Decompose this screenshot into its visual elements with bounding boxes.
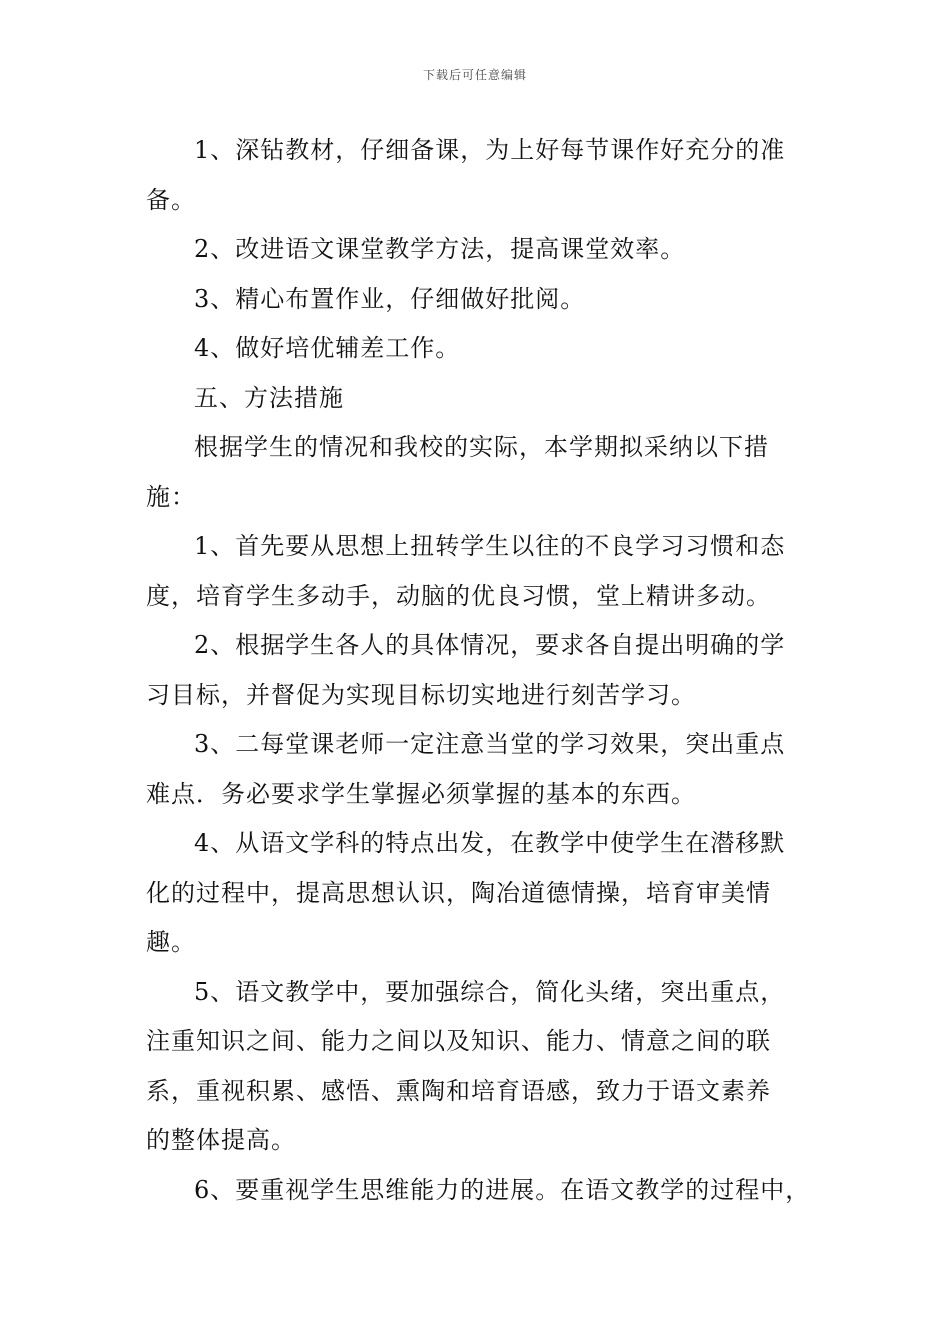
header-note: 下载后可任意编辑 [422, 68, 527, 82]
text-line: 习目标，并督促为实现目标切实地进行刻苦学习。 [146, 680, 696, 709]
text-line: 1、深钻教材，仔细备课，为上好每节课作好充分的准 [194, 136, 786, 164]
text-line: 6、要重视学生思维能力的进展。在语文教学的过程中， [194, 1175, 811, 1204]
text-line: 2、改进语文课堂教学方法，提高课堂效率。 [194, 235, 686, 263]
text-line: 2、根据学生各人的具体情况，要求各自提出明确的学 [194, 631, 786, 659]
text-line: 难点．务必要求学生掌握必须掌握的基本的东西。 [146, 779, 696, 808]
text-line: 度，培育学生多动手，动脑的优良习惯，堂上精讲多动。 [146, 581, 771, 610]
text-line: 五、方法措施 [194, 383, 344, 412]
text-line: 4、从语文学科的特点出发，在教学中使学生在潜移默 [194, 829, 786, 857]
text-line: 趣。 [146, 928, 196, 956]
text-line: 根据学生的情况和我校的实际，本学期拟采纳以下措 [194, 433, 769, 461]
text-line: 注重知识之间、能力之间以及知识、能力、情意之间的联 [146, 1027, 771, 1055]
text-line: 施： [146, 482, 196, 511]
text-line: 的整体提高。 [146, 1126, 296, 1154]
text-line: 1、首先要从思想上扭转学生以往的不良学习习惯和态 [194, 532, 786, 560]
text-line: 5、语文教学中，要加强综合，简化头绪，突出重点， [194, 977, 786, 1006]
document-body [146, 126, 836, 1215]
text-line: 4、做好培优辅差工作。 [194, 334, 461, 362]
text-line: 化的过程中，提高思想认识，陶冶道德情操，培育审美情 [146, 878, 771, 907]
text-line: 备。 [146, 185, 196, 214]
text-line: 3、精心布置作业，仔细做好批阅。 [194, 284, 586, 313]
text-line: 系，重视积累、感悟、熏陶和培育语感，致力于语文素养 [146, 1076, 771, 1105]
text-line: 3、二每堂课老师一定注意当堂的学习效果，突出重点 [194, 730, 786, 758]
